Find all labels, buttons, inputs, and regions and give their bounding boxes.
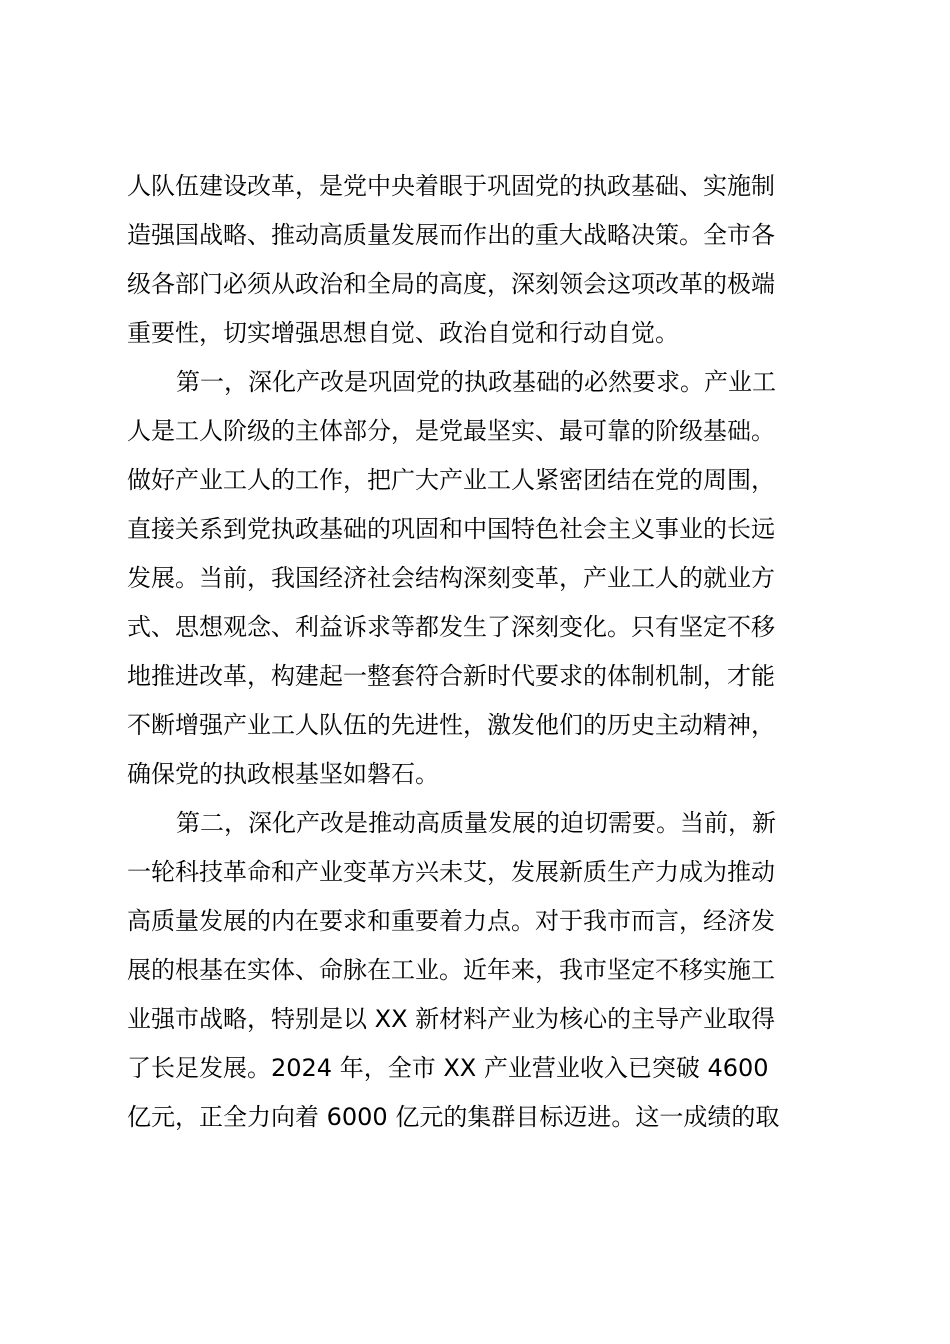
text-line: 了长足发展。2024 年，全市 XX 产业营业收入已突破 4600 xyxy=(127,1054,769,1082)
text-line: 展的根基在实体、命脉在工业。近年来，我市坚定不移实施工 xyxy=(127,956,775,984)
text-line: 式、思想观念、利益诉求等都发生了深刻变化。只有坚定不移 xyxy=(127,613,775,641)
text-line: 做好产业工人的工作，把广大产业工人紧密团结在党的周围， xyxy=(127,466,775,494)
text-line: 不断增强产业工人队伍的先进性，激发他们的历史主动精神， xyxy=(127,711,775,739)
text-line: 一轮科技革命和产业变革方兴未艾，发展新质生产力成为推动 xyxy=(127,858,775,886)
body-text xyxy=(127,162,827,1142)
text-line: 人队伍建设改革，是党中央着眼于巩固党的执政基础、实施制 xyxy=(127,172,775,200)
text-line: 确保党的执政根基坚如磐石。 xyxy=(127,760,439,788)
text-line: 造强国战略、推动高质量发展而作出的重大战略决策。全市各 xyxy=(127,221,775,249)
text-line: 高质量发展的内在要求和重要着力点。对于我市而言，经济发 xyxy=(127,907,775,935)
text-line: 级各部门必须从政治和全局的高度，深刻领会这项改革的极端 xyxy=(127,270,775,298)
paragraph-first-line: 第二，深化产改是推动高质量发展的迫切需要。当前，新 xyxy=(176,809,776,837)
text-line: 发展。当前，我国经济社会结构深刻变革，产业工人的就业方 xyxy=(127,564,775,592)
text-line: 亿元，正全力向着 6000 亿元的集群目标迈进。这一成绩的取 xyxy=(127,1103,780,1131)
text-line: 业强市战略，特别是以 XX 新材料产业为核心的主导产业取得 xyxy=(127,1005,776,1033)
text-line: 重要性，切实增强思想自觉、政治自觉和行动自觉。 xyxy=(127,319,679,347)
text-line: 直接关系到党执政基础的巩固和中国特色社会主义事业的长远 xyxy=(127,515,775,543)
text-line: 人是工人阶级的主体部分，是党最坚实、最可靠的阶级基础。 xyxy=(127,417,775,445)
text-line: 地推进改革，构建起一整套符合新时代要求的体制机制，才能 xyxy=(127,662,775,690)
paragraph-first-line: 第一，深化产改是巩固党的执政基础的必然要求。产业工 xyxy=(176,368,776,396)
